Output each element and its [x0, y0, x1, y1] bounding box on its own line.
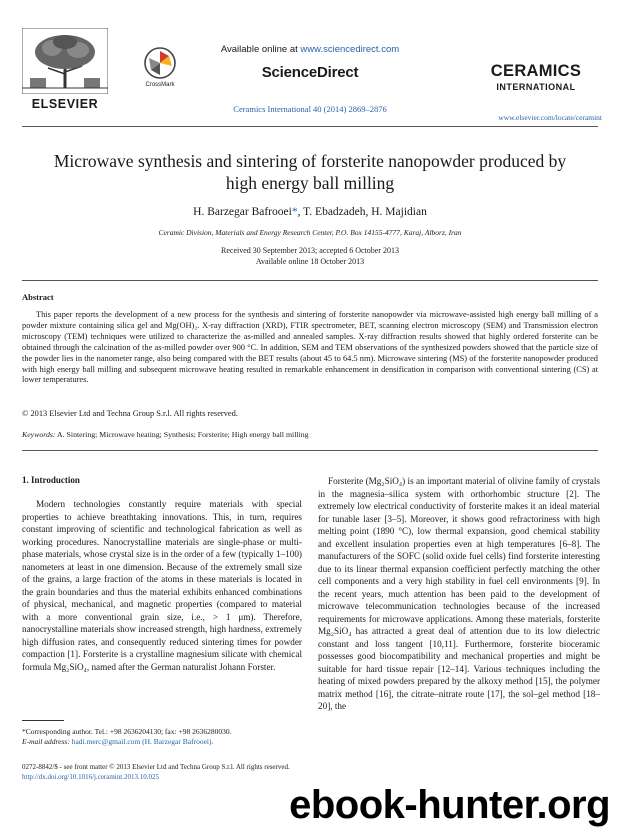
author-name: T. Ebadzadeh — [303, 206, 366, 218]
corresponding-author-mark[interactable]: * — [291, 206, 298, 218]
keywords-label: Keywords: — [22, 430, 56, 439]
corresponding-author-footnote — [22, 727, 312, 747]
intro-left-column: Modern technologies constantly require materials with special properties to achieve breathtaking innovations. This, in turn, requires constant improving of scientific and technological fabrication as well as working procedures. Nanocrystalline materials are single-phase or multi-phase materials, whose crystal size is in the order of a few (typically 1–100) nanometers at least in one dimension. Because of the extremely small size of the grains, a large fraction of the atoms in these materials is located in the grain boundaries and thus the material exhibits enhanced combinations of physical, mechanical, and magnetic properties (compared to material with a more conventional grain size, i.e., > 1 μm). Therefore, nanocrystalline materials show increased strength, high hardness, extremely high diffusion rates, and consequently reduced sintering times for powder compaction [1]. Forsterite is a crystalline magnesium silicate with chemical formula Mg₂SiO₄, named after the German naturalist Johann Forster. — [22, 499, 302, 672]
crossmark-icon[interactable] — [143, 46, 177, 80]
email-label: E-mail address: — [22, 737, 70, 746]
article-dates — [40, 245, 580, 267]
keywords-list: A. Sintering; Microwave heating; Synthesis; Forsterite; High energy ball milling — [57, 430, 309, 439]
abstract-top-rule — [22, 280, 598, 281]
author-name: H. Majidian — [371, 206, 427, 218]
footnote-rule — [22, 720, 64, 721]
journal-homepage-link[interactable]: www.elsevier.com/locate/ceramint — [498, 113, 602, 122]
journal-name-line2: INTERNATIONAL — [496, 82, 576, 92]
issn-copyright: 0272-8842/$ - see front matter © 2013 Elsevier Ltd and Techna Group S.r.l. All rights reserved. — [22, 763, 290, 771]
online-date: Available online 18 October 2013 — [255, 257, 365, 266]
email-link[interactable]: hadi.merc@gmail.com (H. Barzegar Bafrooei). — [71, 737, 214, 746]
publisher-wordmark: ELSEVIER — [31, 97, 99, 111]
header-divider — [22, 126, 598, 127]
elsevier-tree-logo — [22, 28, 108, 94]
abstract-heading: Abstract — [22, 292, 54, 302]
journal-reference-link[interactable]: Ceramics International 40 (2014) 2869–2876 — [233, 104, 387, 114]
available-prefix: Available online at — [220, 44, 301, 55]
section-heading-introduction: 1. Introduction — [22, 475, 80, 485]
intro-right-column: Forsterite (Mg₂SiO₄) is an important material of olivine family of crystals in the magnesia–silica system with orthorhombic structure [2]. The extremely low electrical conductivity of forsterite makes it an ideal material for tunable laser [3–5]. Moreover, it shows good refractoriness with high melting point (1890 °C), low thermal expansion, good chemical stability and excellent insulation properties even at high temperatures [6–8]. The manufacturers of the SOFC (solid oxide fuel cells) find forsterite interesting due to its linear thermal expansion coefficient perfectly matching the other cell components and a very high stability in fuel cell environments [9]. In the recent years, much attention has been paid to the development of microwave telecommunication technologies because of the increased requirements for microwave applications. Among these materials, forsterite Mg₂SiO₄ has attracted a great deal of attention due to its low dielectric constant and loss tangent [10,11]. Furthermore, forsterite bioceramic possesses good biocompatibility and mechanical properties and might be suitable for hard tissue repair [12–14]. Various techniques including the heating of mixed powders prepared by the alkoxy method [15], the polymer matrix method [16], the citrate–nitrate route [17], the sol–gel method [18–20], the — [318, 476, 600, 711]
front-matter-info — [22, 763, 322, 782]
received-date: Received 30 September 2013; accepted 6 October 2013 — [221, 246, 399, 255]
affiliation: Ceramic Division, Materials and Energy Research Center, P.O. Box 14155-4777, Karaj, Alborz, Iran — [158, 228, 462, 237]
sciencedirect-link[interactable]: www.sciencedirect.com — [300, 44, 400, 55]
article-title: Microwave synthesis and sintering of forsterite nanopowder produced by high energy ball milling — [53, 151, 567, 193]
available-online — [210, 44, 410, 55]
author-list: H. Barzegar Bafrooei*, T. Ebadzadeh, H. Majidian — [193, 206, 427, 218]
keywords — [22, 430, 309, 439]
abstract-bottom-rule — [22, 450, 598, 451]
author-name: H. Barzegar Bafrooei — [193, 206, 292, 218]
abstract-text: This paper reports the development of a new process for the synthesis and sintering of forsterite nanopowder via microwave-assisted high energy ball milling of a powder mixture containing silica gel and Mg(OH)₂. X-ray diffraction (XRD), FTIR spectrometer, BET, scanning electron microscopy (SEM) and Transmission electron microscopy (TEM) techniques were utilized to characterize the as-milled and annealed samples. X-ray diffraction results showed that highly ordered forsterite can be obtained through the calcination of the as-milled powder over 900 °C. In addition, SEM and TEM observations of the synthesized powders showed that the particle size of the powder lies in the nanometer range, also being compared with the BET results (about 45 to 64.5 nm). Microwave sintering (MS) of the forsterite nanopowder produced with high energy ball milling and subsequent microwave heating resulted in remarkable enhancement in densification in comparison with conventional sintering (CS) at lower temperatures. — [22, 310, 598, 385]
abstract-copyright: © 2013 Elsevier Ltd and Techna Group S.r.l. All rights reserved. — [22, 409, 238, 418]
corresponding-author-contact: *Corresponding author. Tel.: +98 2636204130; fax: +98 2636280030. — [22, 727, 232, 736]
doi-link[interactable]: http://dx.doi.org/10.1016/j.ceramint.2013.10.025 — [22, 772, 159, 781]
watermark-text: ebook-hunter.org — [289, 783, 610, 827]
crossmark-label: CrossMark — [145, 82, 175, 88]
journal-name-line1: CERAMICS — [490, 62, 582, 80]
sciencedirect-wordmark: ScienceDirect — [261, 64, 359, 81]
